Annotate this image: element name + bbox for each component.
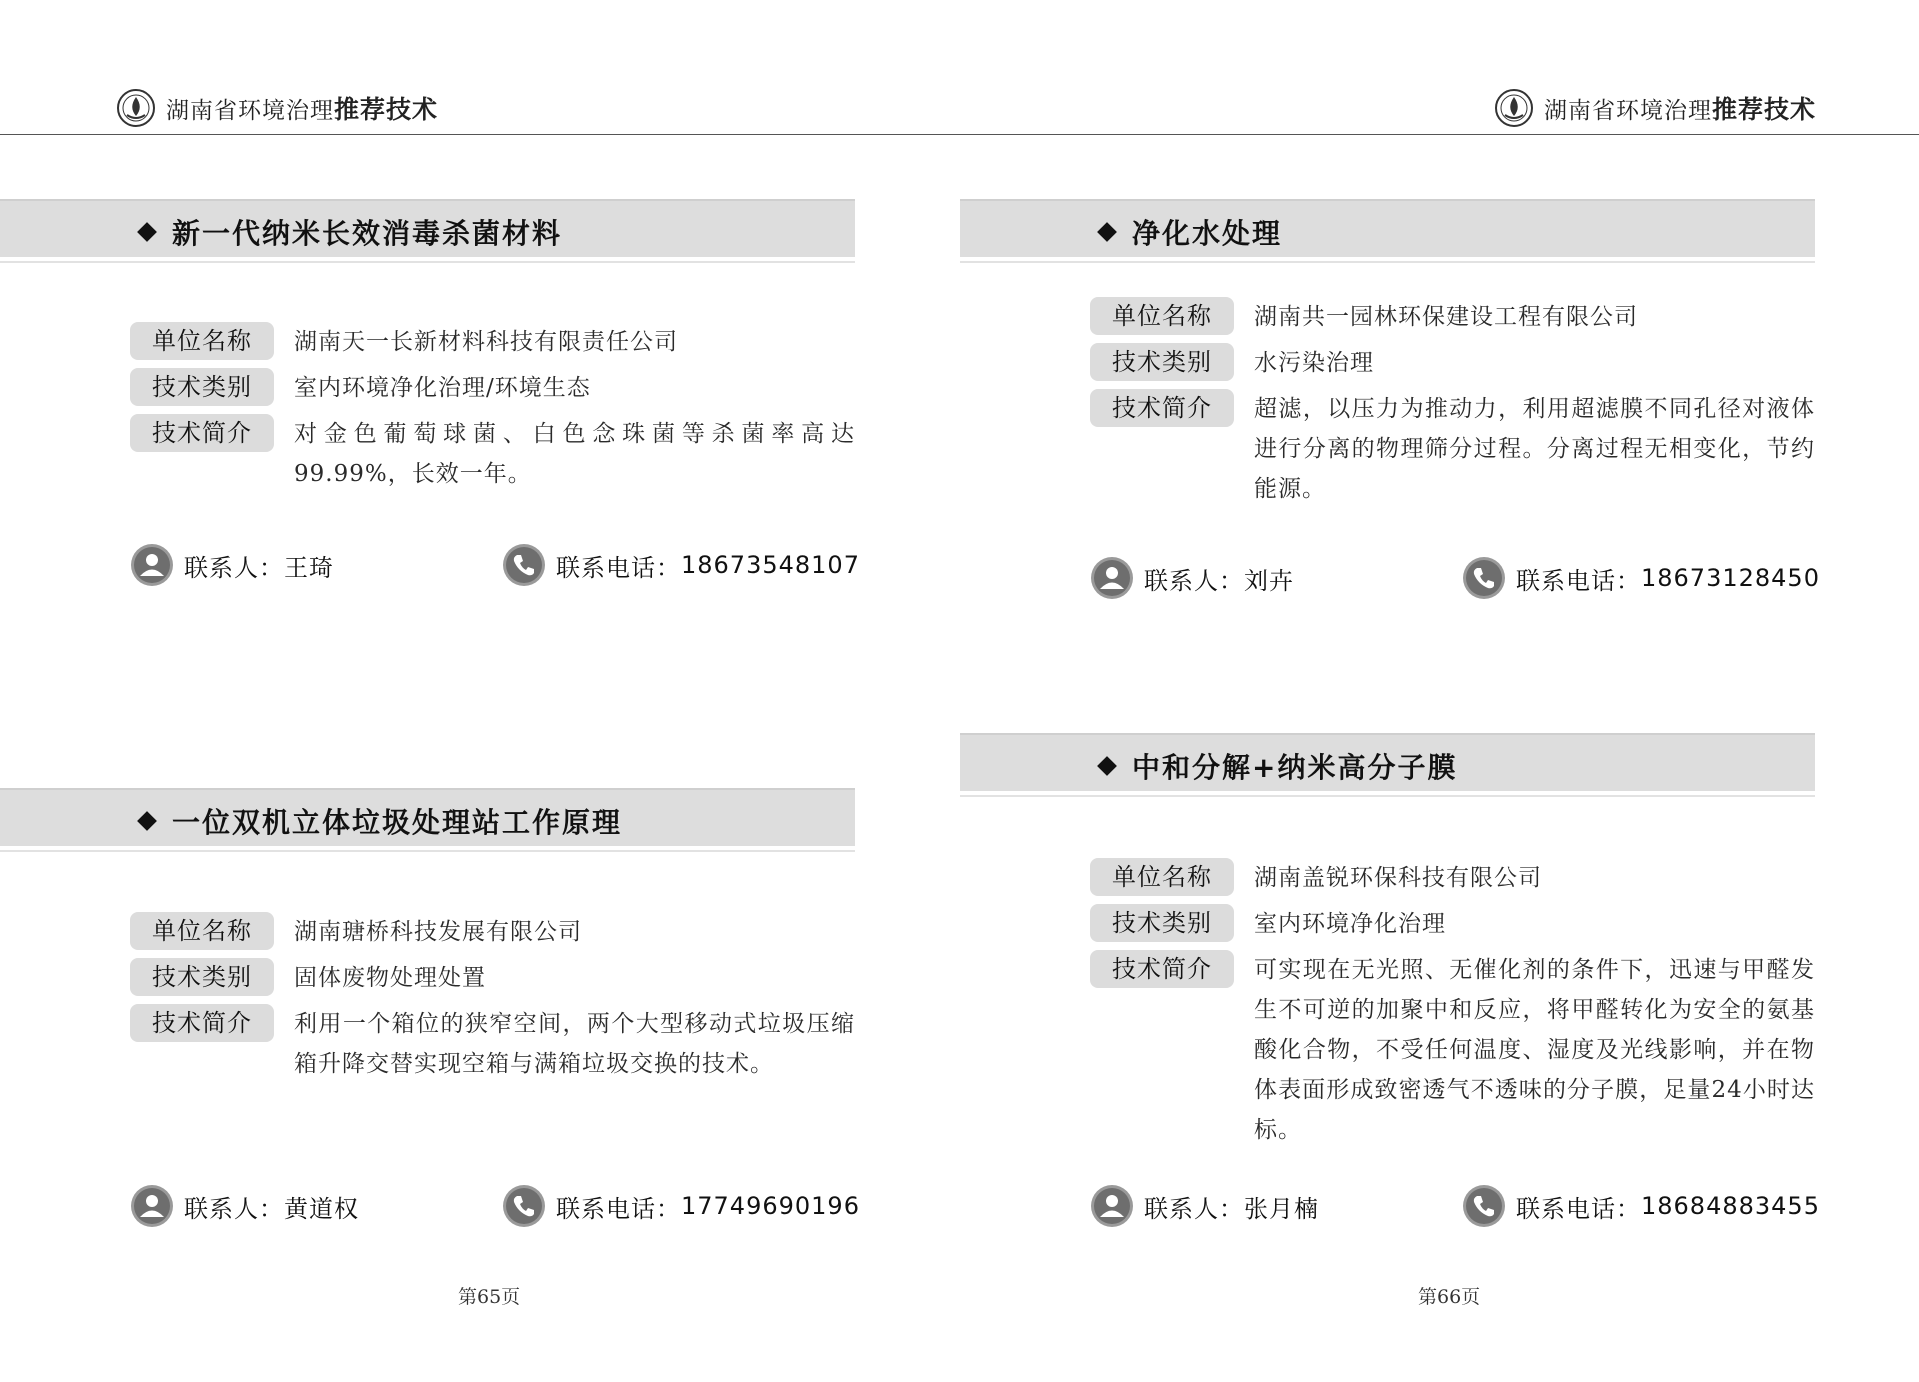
contact-line — [130, 1182, 860, 1230]
phone-icon — [1462, 556, 1506, 600]
contact-phone-label: 联系电话： — [556, 1194, 681, 1223]
intro-value: 利用一个箱位的狭窄空间，两个大型移动式垃圾压缩箱升降交替实现空箱与满箱垃圾交换的技术。 — [294, 1011, 855, 1077]
section-details — [130, 322, 855, 500]
contact-person-label: 联系人： — [1144, 566, 1244, 595]
section-title: 一位双机立体垃圾处理站工作原理 — [140, 801, 622, 841]
contact-line — [130, 541, 860, 589]
intro-row — [1090, 950, 1815, 1150]
contact-person — [130, 1182, 359, 1230]
category-value: 室内环境净化治理 — [1254, 911, 1446, 937]
running-header — [116, 84, 438, 132]
category-row — [130, 958, 855, 998]
contact-phone-number: 17749690196 — [681, 1192, 860, 1220]
category-row — [130, 368, 855, 408]
contact-phone — [502, 541, 860, 589]
phone-icon — [502, 1184, 546, 1228]
unit-row — [130, 322, 855, 362]
unit-row — [1090, 858, 1815, 898]
intro-row — [1090, 389, 1815, 509]
contact-line — [1090, 554, 1820, 602]
contact-person-name: 王琦 — [284, 553, 334, 582]
phone-icon — [1462, 1184, 1506, 1228]
phone-icon — [502, 543, 546, 587]
category-label: 技术类别 — [1090, 343, 1234, 381]
category-row — [1090, 343, 1815, 383]
intro-label: 技术简介 — [1090, 950, 1234, 988]
section-title: 中和分解+纳米高分子膜 — [1100, 746, 1457, 786]
section-details — [130, 912, 855, 1090]
section-title-bar — [0, 199, 855, 257]
diamond-bullet-icon — [137, 222, 157, 242]
running-header-title: 湖南省环境治理推荐技术 — [166, 95, 439, 124]
section-nano-membrane — [960, 733, 1815, 791]
contact-phone-label: 联系电话： — [1516, 566, 1641, 595]
contact-phone — [1462, 554, 1820, 602]
unit-value: 湖南共一园林环保建设工程有限公司 — [1254, 304, 1638, 330]
category-value: 水污染治理 — [1254, 350, 1374, 376]
section-title: 净化水处理 — [1100, 212, 1282, 252]
section-water-purification — [960, 199, 1815, 257]
intro-label: 技术简介 — [130, 414, 274, 452]
category-value: 室内环境净化治理/环境生态 — [294, 375, 591, 401]
contact-person-label: 联系人： — [1144, 1194, 1244, 1223]
diamond-bullet-icon — [137, 811, 157, 831]
category-label: 技术类别 — [130, 958, 274, 996]
contact-person — [130, 541, 334, 589]
intro-value: 超滤，以压力为推动力，利用超滤膜不同孔径对液体进行分离的物理筛分过程。分离过程无相变化，节约能源。 — [1254, 396, 1815, 502]
running-header-title: 湖南省环境治理推荐技术 — [1543, 95, 1816, 124]
diamond-bullet-icon — [1097, 756, 1117, 776]
contact-phone — [502, 1182, 860, 1230]
intro-label: 技术简介 — [130, 1004, 274, 1042]
category-row — [1090, 904, 1815, 944]
category-value: 固体废物处理处置 — [294, 965, 486, 991]
contact-phone-label: 联系电话： — [1516, 1194, 1641, 1223]
unit-value: 湖南盖锐环保科技有限公司 — [1254, 865, 1542, 891]
intro-row — [130, 414, 855, 494]
unit-row — [1090, 297, 1815, 337]
unit-label: 单位名称 — [130, 322, 274, 360]
section-garbage-station — [0, 788, 855, 846]
diamond-bullet-icon — [1097, 222, 1117, 242]
category-label: 技术类别 — [1090, 904, 1234, 942]
person-icon — [1090, 1184, 1134, 1228]
contact-phone-number: 18684883455 — [1641, 1192, 1820, 1220]
section-title-bar — [960, 199, 1815, 257]
contact-phone-label: 联系电话： — [556, 553, 681, 582]
category-label: 技术类别 — [130, 368, 274, 406]
unit-value: 湖南天一长新材料科技有限责任公司 — [294, 329, 678, 355]
section-details — [1090, 297, 1815, 515]
intro-row — [130, 1004, 855, 1084]
section-title: 新一代纳米长效消毒杀菌材料 — [140, 212, 562, 252]
person-icon — [130, 543, 174, 587]
running-header — [1494, 84, 1816, 132]
intro-value: 可实现在无光照、无催化剂的条件下，迅速与甲醛发生不可逆的加聚中和反应，将甲醛转化为安全的氨基酸化合物，不受任何温度、湿度及光线影响，并在物体表面形成致密透气不透味的分子膜，足量24小时达标。 — [1254, 957, 1815, 1143]
section-nano-disinfection — [0, 199, 855, 257]
logo-icon — [1494, 88, 1534, 128]
contact-person-name: 黄道权 — [284, 1194, 359, 1223]
contact-person-name: 刘卉 — [1244, 566, 1294, 595]
page-number: 第66页 — [1418, 1286, 1481, 1308]
section-title-bar — [960, 733, 1815, 791]
contact-person — [1090, 554, 1294, 602]
page-number: 第65页 — [458, 1286, 521, 1308]
contact-line — [1090, 1182, 1820, 1230]
unit-label: 单位名称 — [1090, 297, 1234, 335]
contact-phone-number: 18673128450 — [1641, 564, 1820, 592]
unit-label: 单位名称 — [1090, 858, 1234, 896]
right-page — [960, 0, 1919, 1382]
intro-value: 对金色葡萄球菌、白色念珠菌等杀菌率高达99.99%，长效一年。 — [294, 421, 855, 487]
contact-person — [1090, 1182, 1319, 1230]
intro-label: 技术简介 — [1090, 389, 1234, 427]
contact-person-name: 张月楠 — [1244, 1194, 1319, 1223]
contact-person-label: 联系人： — [184, 553, 284, 582]
person-icon — [130, 1184, 174, 1228]
logo-icon — [116, 88, 156, 128]
contact-phone — [1462, 1182, 1820, 1230]
unit-label: 单位名称 — [130, 912, 274, 950]
contact-phone-number: 18673548107 — [681, 551, 860, 579]
unit-row — [130, 912, 855, 952]
person-icon — [1090, 556, 1134, 600]
section-title-bar — [0, 788, 855, 846]
unit-value: 湖南瑭桥科技发展有限公司 — [294, 919, 582, 945]
contact-person-label: 联系人： — [184, 1194, 284, 1223]
section-details — [1090, 858, 1815, 1156]
